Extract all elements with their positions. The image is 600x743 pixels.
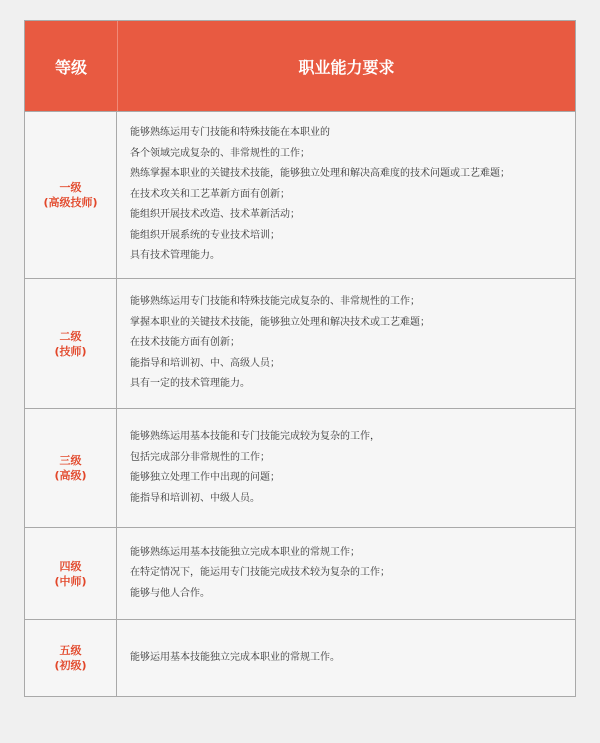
requirement-line: 能够熟练运用专门技能和特殊技能完成复杂的、非常规性的工作； [130,296,420,308]
level-cell [25,620,117,696]
level-subtitle: (高级) [54,469,87,482]
requirement-line: 包括完成部分非常规性的工作； [130,451,270,463]
requirement-line: 在技术技能方面有创新； [130,337,240,349]
skill-level-table [24,20,576,697]
level-name: 三级 [59,454,82,467]
table-row-level-1 [25,111,575,278]
requirement-line: 能够与他人合作。 [130,587,210,599]
requirement-cell [117,620,575,696]
requirement-line: 能够独立处理工作中出现的问题； [130,472,280,483]
requirement-line: 在技术攻关和工艺革新方面有创新； [130,188,290,200]
requirement-line: 掌握本职业的关键技术技能，能够独立处理和解决技术或工艺难题； [130,316,430,328]
requirement-cell [117,528,575,619]
requirement-line: 熟练掌握本职业的关键技术技能，能够独立处理和解决高难度的技术问题或工艺难题； [130,168,510,180]
requirement-cell [117,279,575,408]
level-name: 二级 [59,329,82,343]
requirement-line: 能组织开展技术改造、技术革新活动； [130,209,300,221]
requirement-line: 具有一定的技术管理能力。 [130,378,250,390]
requirement-line: 能指导和培训初、中、高级人员； [130,357,280,369]
level-subtitle: (高级技师) [43,196,98,209]
requirement-line: 在特定情况下，能运用专门技能完成技术较为复杂的工作； [130,567,390,579]
requirement-cell [117,112,575,278]
requirement-line: 能够熟练运用基本技能独立完成本职业的常规工作； [130,546,360,558]
table-row-level-2 [25,278,575,408]
level-cell [25,112,117,278]
requirement-cell [117,409,575,527]
table-header [25,21,575,111]
level-subtitle: (中师) [54,574,87,588]
level-subtitle: (初级) [54,659,87,672]
level-cell [25,528,117,619]
table-row-level-3 [25,408,575,527]
level-name: 四级 [59,559,82,573]
level-cell [25,279,117,408]
level-subtitle: (技师) [54,344,87,358]
requirement-line: 能够运用基本技能独立完成本职业的常规工作。 [130,651,340,663]
table-row-level-5 [25,619,575,696]
requirement-line: 能够熟练运用基本技能和专门技能完成较为复杂的工作， [130,431,380,442]
requirement-line: 能指导和培训初、中级人员。 [130,492,260,504]
header-level: 等级 [25,21,118,111]
level-name: 一级 [59,181,82,194]
requirement-line: 能组织开展系统的专业技术培训； [130,229,280,241]
header-requirement: 职业能力要求 [298,57,395,77]
requirement-line: 具有技术管理能力。 [130,250,220,262]
table-row-level-4 [25,527,575,619]
level-cell [25,409,117,527]
requirement-line: 能够熟练运用专门技能和特殊技能在本职业的 [130,127,330,139]
requirement-line: 各个领域完成复杂的、非常规性的工作； [130,147,310,159]
level-name: 五级 [59,644,82,657]
